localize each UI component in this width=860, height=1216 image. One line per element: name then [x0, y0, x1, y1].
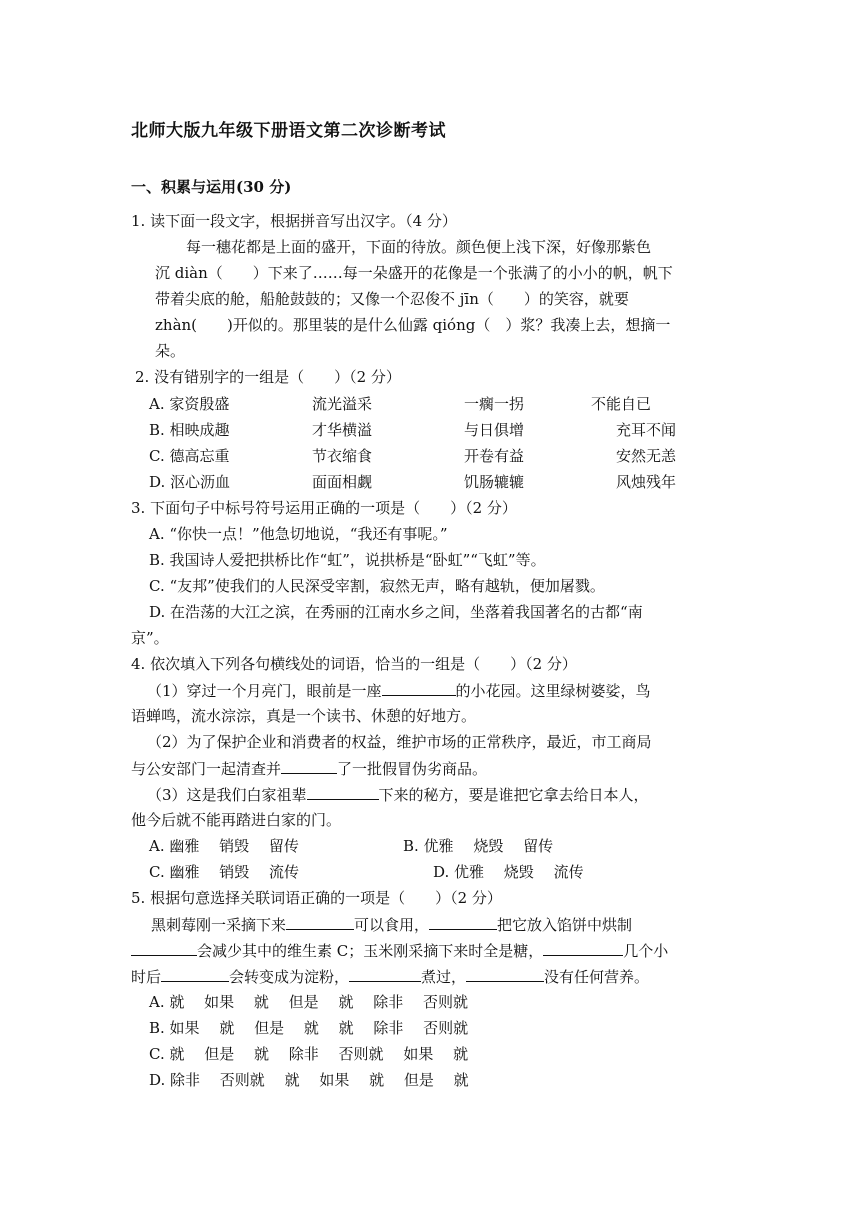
question-4-option-a: A. 幽雅 销毁 留传: [149, 837, 299, 855]
question-4-sentence-1-cont: 语蝉鸣，流水淙淙，真是一个读书、休憩的好地方。: [131, 707, 477, 725]
question-1-passage-line: 每一穗花都是上面的盛开，下面的待放。颜色便上浅下深，好像那紫色: [186, 238, 652, 256]
question-3-option-a: A. “你快一点！”他急切地说，“我还有事呢。”: [149, 525, 448, 543]
question-4-sentence-1: [147, 680, 651, 701]
question-4-sentence-2: （2）为了保护企业和消费者的权益，维护市场的正常秩序，最近，市工商局: [147, 733, 652, 751]
fill-blank[interactable]: [281, 758, 337, 774]
q5-text: 几个小: [623, 942, 669, 960]
question-4-option-b: B. 优雅 烧毁 留传: [403, 837, 554, 855]
fill-blank[interactable]: [349, 966, 421, 982]
option-d-word-1: D. 沤心沥血: [149, 473, 231, 491]
question-2-stem: 2. 没有错别字的一组是（ ）（2 分）: [135, 368, 401, 386]
fill-blank[interactable]: [466, 966, 544, 982]
question-1-passage-line: 沉 diàn（ ）下来了……每一朵盛开的花像是一个张满了的小小的帆，帆下: [155, 264, 673, 282]
option-a-word-4: 不能自已: [591, 395, 652, 413]
option-c-word-1: C. 德高忘重: [149, 447, 230, 465]
question-5-option-d: D. 除非 否则就 就 如果 就 但是 就: [149, 1071, 469, 1089]
option-d-word-2: 面面相觑: [312, 473, 373, 491]
question-1-stem: 1. 读下面一段文字，根据拼音写出汉字。（4 分）: [131, 212, 457, 230]
q5-text: 时后: [131, 968, 162, 986]
fill-blank[interactable]: [543, 940, 623, 956]
option-a-word-1: A. 家资殷盛: [149, 395, 230, 413]
q5-text: 会转变成为淀粉，: [229, 968, 350, 986]
question-4-option-d: D. 优雅 烧毁 流传: [433, 863, 584, 881]
q5-text: 把它放入馅饼中烘制: [497, 916, 633, 934]
question-3-option-c: C. “友邦”使我们的人民深受宰割，寂然无声，略有越轨，便加屠戮。: [149, 577, 605, 595]
question-5-option-b: B. 如果 就 但是 就 就 除非 否则就: [149, 1019, 469, 1037]
question-4-sentence-2-cont: [131, 758, 487, 779]
question-5-option-c: C. 就 但是 就 除非 否则就 如果 就: [149, 1045, 469, 1063]
sentence-1-text-b: 的小花园。这里绿树婆娑，鸟: [455, 682, 651, 700]
option-b-word-2: 才华横溢: [312, 421, 373, 439]
question-4-option-c: C. 幽雅 销毁 流传: [149, 863, 300, 881]
option-d-word-3: 饥肠辘辘: [464, 473, 525, 491]
sentence-3-text-b: 下来的秘方，要是谁把它拿去给日本人，: [378, 786, 649, 804]
sentence-3-text-a: （3）这是我们白家祖辈: [147, 786, 307, 804]
question-3-option-b: B. 我国诗人爱把拱桥比作“虹”，说拱桥是“卧虹”“飞虹”等。: [149, 551, 546, 569]
question-3-option-d: D. 在浩荡的大江之滨，在秀丽的江南水乡之间，坐落着我国著名的古都“南: [149, 603, 643, 621]
q5-text: 没有任何营养。: [544, 968, 650, 986]
option-b-word-1: B. 相映成趣: [149, 421, 230, 439]
sentence-2-text-b: 了一批假冒伪劣商品。: [337, 760, 488, 778]
fill-blank[interactable]: [161, 966, 229, 982]
question-5-text-line-2: [131, 940, 668, 961]
question-1-passage-line: 带着尖底的舱，船舱鼓鼓的；又像一个忍俊不 jīn（ ）的笑容，就要: [155, 290, 629, 308]
q5-text: 煮过，: [421, 968, 467, 986]
option-a-word-3: 一瘸一拐: [464, 395, 525, 413]
option-a-word-2: 流光溢采: [312, 395, 373, 413]
question-4-stem: 4. 依次填入下列各句横线处的词语，恰当的一组是（ ）（2 分）: [131, 655, 577, 673]
page-title: 北师大版九年级下册语文第二次诊断考试: [131, 121, 446, 141]
question-1-passage-line: 朵。: [155, 342, 186, 360]
question-1-passage-line: zhàn( )开似的。那里装的是什么仙露 qióng（ ）浆？我凑上去，想摘一: [155, 316, 671, 334]
question-5-stem: 5. 根据句意选择关联词语正确的一项是（ ）（2 分）: [131, 889, 502, 907]
question-3-option-d-cont: 京”。: [131, 629, 169, 647]
question-4-sentence-3: [147, 784, 649, 805]
option-b-word-3: 与日俱增: [464, 421, 525, 439]
option-c-word-2: 节衣缩食: [312, 447, 373, 465]
question-3-stem: 3. 下面句子中标号符号运用正确的一项是（ ）（2 分）: [131, 499, 517, 517]
option-b-word-4: 充耳不闻: [616, 421, 677, 439]
q5-text: 黑刺莓刚一采摘下来: [151, 916, 287, 934]
section-heading: 一、积累与运用(30 分): [131, 178, 292, 196]
question-5-text-line-1: [151, 914, 632, 935]
option-c-word-4: 安然无恙: [616, 447, 677, 465]
fill-blank[interactable]: [382, 680, 456, 696]
option-d-word-4: 风烛残年: [616, 473, 677, 491]
sentence-1-text-a: （1）穿过一个月亮门，眼前是一座: [147, 682, 382, 700]
fill-blank[interactable]: [131, 940, 197, 956]
q5-text: 可以食用，: [354, 916, 430, 934]
option-c-word-3: 开卷有益: [464, 447, 525, 465]
question-4-sentence-3-cont: 他今后就不能再踏进白家的门。: [131, 811, 342, 829]
q5-text: 会减少其中的维生素 C；玉米刚采摘下来时全是糖，: [197, 942, 544, 960]
fill-blank[interactable]: [429, 914, 497, 930]
fill-blank[interactable]: [286, 914, 354, 930]
sentence-2-text-a: 与公安部门一起清查并: [131, 760, 282, 778]
question-5-option-a: A. 就 如果 就 但是 就 除非 否则就: [149, 993, 468, 1011]
question-5-text-line-3: [131, 966, 649, 987]
fill-blank[interactable]: [307, 784, 379, 800]
